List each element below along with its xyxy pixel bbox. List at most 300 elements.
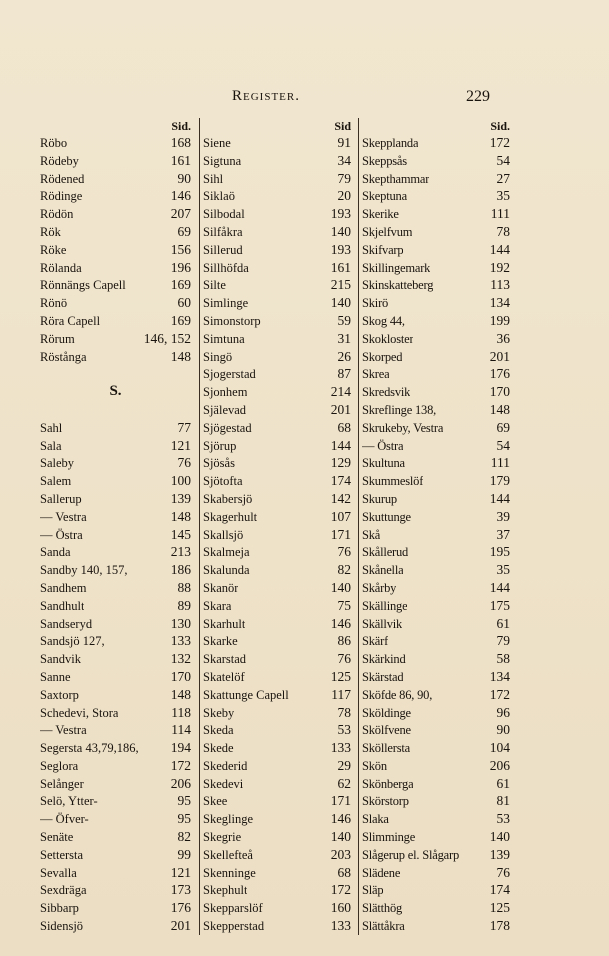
index-entry — [40, 205, 195, 223]
index-entry — [200, 383, 355, 401]
entry-name: Silfåkra — [203, 224, 243, 239]
entry-pages: 213 — [170, 544, 191, 560]
index-entry — [200, 543, 355, 561]
entry-pages: 140 — [330, 223, 351, 239]
entry-name: Simonstorp — [203, 313, 261, 328]
entry-name: Skabersjö — [203, 491, 253, 506]
entry-name: Selånger — [40, 776, 84, 791]
entry-name: — Vestra — [40, 509, 87, 524]
index-entry — [359, 508, 514, 526]
entry-name: Sjötofta — [203, 474, 243, 489]
entry-pages: 193 — [330, 241, 351, 257]
entry-name: Skalmeja — [203, 545, 250, 560]
entry-list — [200, 134, 355, 935]
entry-name: Sjonhem — [203, 385, 248, 400]
entry-name: Sandhult — [40, 598, 85, 613]
entry-pages: 27 — [496, 170, 510, 186]
entry-name: Saxtorp — [40, 687, 79, 702]
index-entry — [359, 881, 514, 899]
entry-name: — Vestra — [40, 723, 87, 738]
entry-list — [40, 134, 195, 935]
entry-name: Skifvarp — [362, 242, 404, 257]
index-entry — [359, 259, 514, 277]
entry-pages: 178 — [489, 918, 510, 934]
index-entry — [200, 508, 355, 526]
entry-pages: 146 — [330, 811, 351, 827]
entry-pages: 206 — [170, 775, 191, 791]
entry-pages: 35 — [496, 562, 510, 578]
entry-name: Rölanda — [40, 260, 82, 275]
page-number: 229 — [466, 88, 490, 105]
sid-header: Sid. — [490, 119, 510, 133]
entry-pages: 140 — [330, 579, 351, 595]
entry-name: Röbo — [40, 136, 68, 150]
index-entry — [359, 437, 514, 455]
entry-name: Skagerhult — [203, 509, 258, 524]
entry-name: Skå — [362, 527, 381, 542]
entry-name: Skepperstad — [203, 919, 265, 934]
entry-name: Skällinge — [362, 598, 408, 613]
index-column-2 — [199, 118, 355, 935]
entry-name: Skörstorp — [362, 794, 409, 809]
entry-pages: 111 — [490, 455, 510, 471]
index-entry — [200, 792, 355, 810]
entry-name: Settersta — [40, 847, 84, 862]
entry-pages: 62 — [337, 775, 351, 791]
index-entry — [40, 276, 195, 294]
entry-pages: 121 — [170, 864, 191, 880]
entry-pages: 76 — [496, 864, 510, 880]
entry-name: Skällvik — [362, 616, 403, 631]
entry-pages: 171 — [330, 526, 351, 542]
entry-pages: 60 — [177, 295, 191, 311]
index-entry — [359, 792, 514, 810]
index-entry — [200, 757, 355, 775]
entry-pages: 95 — [177, 793, 191, 809]
entry-pages: 121 — [170, 437, 191, 453]
index-entry — [359, 401, 514, 419]
entry-name: Rödened — [40, 171, 85, 186]
index-entry — [200, 401, 355, 419]
entry-name: Skarstad — [203, 652, 247, 667]
index-entry — [40, 686, 195, 704]
entry-pages: 54 — [496, 437, 510, 453]
entry-name: Sköllersta — [362, 741, 410, 756]
index-entry — [200, 917, 355, 935]
entry-name: Sibbarp — [40, 901, 79, 916]
entry-pages: 144 — [489, 579, 510, 595]
entry-pages: 139 — [489, 846, 510, 862]
index-entry — [359, 472, 514, 490]
index-entry — [359, 490, 514, 508]
entry-name: Slädene — [362, 865, 401, 880]
index-entry — [40, 187, 195, 205]
entry-name: Silbodal — [203, 207, 245, 222]
index-entry — [200, 187, 355, 205]
index-entry — [200, 330, 355, 348]
index-entry — [359, 276, 514, 294]
entry-name: Singö — [203, 349, 233, 364]
entry-name: Sandseryd — [40, 616, 93, 631]
entry-pages: 172 — [170, 757, 191, 773]
index-entry — [359, 365, 514, 383]
entry-pages: 76 — [337, 544, 351, 560]
entry-list — [359, 134, 514, 935]
index-entry — [200, 437, 355, 455]
entry-pages: 140 — [489, 829, 510, 845]
entry-name: Skärf — [362, 634, 389, 649]
entry-pages: 176 — [489, 366, 510, 382]
entry-pages: 174 — [330, 473, 351, 489]
entry-name: Sandhem — [40, 580, 87, 595]
entry-pages: 146 — [170, 188, 191, 204]
entry-pages: 90 — [177, 170, 191, 186]
index-entry — [200, 348, 355, 366]
sid-header: Sid. — [171, 119, 191, 133]
entry-pages: 214 — [330, 384, 351, 400]
index-entry — [359, 828, 514, 846]
index-entry — [359, 134, 514, 152]
entry-pages: 100 — [170, 473, 191, 489]
entry-name: Skeppsås — [362, 153, 407, 168]
entry-name: Skreflinge 138, — [362, 402, 437, 417]
entry-name: Skön — [362, 758, 387, 773]
entry-name: Sillerud — [203, 242, 243, 257]
entry-pages: 77 — [177, 419, 191, 435]
index-entry — [200, 170, 355, 188]
entry-pages: 186 — [170, 562, 191, 578]
entry-pages: 68 — [337, 864, 351, 880]
index-entry — [359, 312, 514, 330]
index-entry — [200, 454, 355, 472]
entry-name: Saleby — [40, 456, 75, 471]
entry-name: Skerike — [362, 207, 399, 222]
entry-pages: 176 — [170, 900, 191, 916]
entry-pages: 171 — [330, 793, 351, 809]
index-entry — [359, 846, 514, 864]
index-entry — [40, 437, 195, 455]
index-entry — [40, 757, 195, 775]
entry-name: Slätthög — [362, 901, 403, 916]
entry-name: Skee — [203, 794, 228, 809]
index-entry — [200, 615, 355, 633]
entry-pages: 107 — [330, 508, 351, 524]
index-entry — [200, 312, 355, 330]
entry-pages: 207 — [170, 206, 191, 222]
entry-name: Siklaö — [203, 189, 235, 204]
entry-name: Skönberga — [362, 776, 414, 791]
index-entry — [40, 152, 195, 170]
entry-pages: 129 — [330, 455, 351, 471]
entry-name: Slimminge — [362, 830, 416, 845]
entry-pages: 35 — [496, 188, 510, 204]
entry-name: Sandby 140, 157, — [40, 563, 128, 578]
index-entry — [40, 597, 195, 615]
index-entry — [40, 170, 195, 188]
index-entry — [359, 170, 514, 188]
entry-pages: 104 — [489, 740, 510, 756]
index-entry — [359, 348, 514, 366]
index-entry — [40, 579, 195, 597]
entry-pages: 39 — [496, 508, 510, 524]
index-entry — [40, 294, 195, 312]
entry-pages: 139 — [170, 490, 191, 506]
entry-pages: 201 — [170, 918, 191, 934]
index-entry — [200, 810, 355, 828]
entry-pages: 148 — [489, 401, 510, 417]
entry-name: Senäte — [40, 830, 74, 845]
entry-pages: 130 — [170, 615, 191, 631]
entry-pages: 90 — [496, 722, 510, 738]
entry-pages: 69 — [177, 223, 191, 239]
index-entry — [40, 650, 195, 668]
entry-pages: 125 — [489, 900, 510, 916]
entry-pages: 172 — [489, 135, 510, 150]
entry-name: Skillingemark — [362, 260, 431, 275]
section-letter — [40, 383, 195, 401]
entry-pages: 145 — [170, 526, 191, 542]
entry-pages: 140 — [330, 295, 351, 311]
index-entry — [359, 864, 514, 882]
entry-name: Sjogerstad — [203, 367, 256, 382]
index-entry — [200, 828, 355, 846]
index-entry — [359, 241, 514, 259]
entry-pages: 170 — [170, 668, 191, 684]
entry-name: Skenninge — [203, 865, 256, 880]
entry-name: — Östra — [362, 438, 404, 453]
entry-pages: 133 — [330, 918, 351, 934]
index-entry — [359, 704, 514, 722]
index-entry — [359, 650, 514, 668]
index-entry — [40, 365, 195, 383]
entry-pages: 206 — [489, 757, 510, 773]
entry-name: Simlinge — [203, 296, 249, 311]
index-entry — [359, 632, 514, 650]
entry-pages: 160 — [330, 900, 351, 916]
entry-name: Skallsjö — [203, 527, 244, 542]
entry-name: Skorped — [362, 349, 403, 364]
entry-name: Skrea — [362, 367, 390, 382]
entry-pages: 78 — [337, 704, 351, 720]
entry-pages: 26 — [337, 348, 351, 364]
entry-name: Skinskatteberg — [362, 278, 434, 293]
index-entry — [40, 330, 195, 348]
index-entry — [200, 152, 355, 170]
index-entry — [200, 419, 355, 437]
index-entry — [359, 597, 514, 615]
entry-pages: 132 — [170, 651, 191, 667]
entry-pages: 89 — [177, 597, 191, 613]
index-entry — [359, 668, 514, 686]
entry-name: Sköldinge — [362, 705, 411, 720]
entry-pages: 86 — [337, 633, 351, 649]
entry-name: Sallerup — [40, 491, 82, 506]
index-entry — [359, 294, 514, 312]
entry-pages: 148 — [170, 508, 191, 524]
entry-pages: 79 — [337, 170, 351, 186]
entry-pages: 78 — [496, 223, 510, 239]
index-entry — [200, 881, 355, 899]
entry-name: Skepthammar — [362, 171, 430, 186]
entry-name: Rönnängs Capell — [40, 278, 126, 293]
entry-pages: 133 — [170, 633, 191, 649]
entry-name: Rödön — [40, 207, 74, 222]
entry-name: Skrukeby, Vestra — [362, 420, 444, 435]
entry-pages: 53 — [337, 722, 351, 738]
entry-pages: 68 — [337, 419, 351, 435]
entry-pages: 76 — [177, 455, 191, 471]
index-entry — [359, 579, 514, 597]
entry-pages: 88 — [177, 579, 191, 595]
index-entry — [200, 846, 355, 864]
entry-name: Själevad — [203, 402, 247, 417]
entry-name: Sevalla — [40, 865, 77, 880]
entry-pages: 148 — [170, 686, 191, 702]
entry-pages: 95 — [177, 811, 191, 827]
index-entry — [359, 187, 514, 205]
index-entry — [40, 917, 195, 935]
entry-pages: 215 — [330, 277, 351, 293]
entry-name: Sanne — [40, 669, 71, 684]
index-entry — [359, 899, 514, 917]
entry-pages: 91 — [337, 135, 351, 150]
index-entry — [200, 686, 355, 704]
entry-name: Skokloster — [362, 331, 414, 346]
index-entry — [359, 686, 514, 704]
entry-name: Slättåkra — [362, 919, 405, 934]
index-entry — [359, 739, 514, 757]
entry-name: Skara — [203, 598, 232, 613]
entry-pages: 199 — [489, 312, 510, 328]
entry-pages: 117 — [331, 686, 351, 702]
index-entry — [40, 864, 195, 882]
entry-name: Skepplanda — [362, 136, 419, 150]
entry-name: Skog 44, — [362, 313, 405, 328]
index-entry — [200, 276, 355, 294]
entry-name: Sandsjö 127, — [40, 634, 105, 649]
index-entry — [200, 561, 355, 579]
index-entry — [200, 490, 355, 508]
index-entry — [40, 846, 195, 864]
entry-name: S. — [109, 383, 122, 400]
index-entry — [40, 615, 195, 633]
index-entry — [359, 757, 514, 775]
index-entry — [200, 579, 355, 597]
entry-pages: 37 — [496, 526, 510, 542]
entry-name: Skredsvik — [362, 385, 411, 400]
entry-name: Skärstad — [362, 669, 404, 684]
entry-name: Rök — [40, 224, 61, 239]
entry-name: Sigtuna — [203, 153, 242, 168]
index-entry — [40, 721, 195, 739]
entry-pages: 134 — [489, 668, 510, 684]
entry-pages: 61 — [496, 615, 510, 631]
entry-pages: 99 — [177, 846, 191, 862]
entry-name: Skållerud — [362, 545, 409, 560]
index-entry — [200, 668, 355, 686]
index-entry — [40, 899, 195, 917]
entry-pages: 69 — [496, 419, 510, 435]
entry-name: Skeby — [203, 705, 235, 720]
entry-pages: 194 — [170, 740, 191, 756]
index-entry — [200, 205, 355, 223]
entry-pages: 134 — [489, 295, 510, 311]
index-entry — [200, 721, 355, 739]
entry-name: Skärkind — [362, 652, 406, 667]
entry-name: Sillhöfda — [203, 260, 249, 275]
entry-name: Segersta 43,79,186, — [40, 741, 139, 756]
index-entry — [40, 401, 195, 419]
entry-name: — Östra — [40, 527, 83, 542]
entry-pages: 87 — [337, 366, 351, 382]
entry-pages: 146, 152 — [143, 330, 191, 346]
entry-name: Sjögestad — [203, 420, 252, 435]
entry-name: Skånella — [362, 563, 404, 578]
entry-pages: 179 — [489, 473, 510, 489]
entry-name: Schedevi, Stora — [40, 705, 119, 720]
entry-pages: 34 — [337, 152, 351, 168]
entry-name: Sköfde 86, 90, — [362, 687, 433, 702]
entry-pages: 79 — [496, 633, 510, 649]
entry-pages: 82 — [177, 829, 191, 845]
entry-pages: 196 — [170, 259, 191, 275]
entry-name: Sidensjö — [40, 919, 84, 934]
index-entry — [40, 543, 195, 561]
entry-pages: 144 — [489, 241, 510, 257]
index-entry — [200, 650, 355, 668]
index-entry — [40, 419, 195, 437]
entry-pages: 172 — [489, 686, 510, 702]
entry-pages: 203 — [330, 846, 351, 862]
entry-pages: 113 — [490, 277, 510, 293]
entry-name: Sanda — [40, 545, 71, 560]
index-entry — [200, 704, 355, 722]
index-entry — [359, 721, 514, 739]
entry-pages: 125 — [330, 668, 351, 684]
entry-pages: 168 — [170, 135, 191, 150]
entry-pages: 201 — [330, 401, 351, 417]
index-entry — [200, 864, 355, 882]
entry-pages: 175 — [489, 597, 510, 613]
index-column-1 — [40, 118, 195, 935]
entry-name: Skephult — [203, 883, 248, 898]
entry-name: Släp — [362, 883, 384, 898]
entry-pages: 76 — [337, 651, 351, 667]
entry-pages: 31 — [337, 330, 351, 346]
entry-name: Röra Capell — [40, 313, 101, 328]
entry-pages: 161 — [170, 152, 191, 168]
entry-pages: 144 — [489, 490, 510, 506]
index-entry — [40, 668, 195, 686]
entry-pages: 146 — [330, 615, 351, 631]
entry-pages: 81 — [496, 793, 510, 809]
index-entry — [40, 312, 195, 330]
index-entry — [359, 561, 514, 579]
entry-pages: 142 — [330, 490, 351, 506]
entry-name: Skummeslöf — [362, 474, 424, 489]
index-entry — [359, 615, 514, 633]
index-entry — [40, 472, 195, 490]
entry-pages: 82 — [337, 562, 351, 578]
index-entry — [200, 294, 355, 312]
entry-pages: 195 — [489, 544, 510, 560]
entry-name: Sjörup — [203, 438, 237, 453]
entry-name: Sahl — [40, 420, 63, 435]
entry-name: Sexdräga — [40, 883, 87, 898]
entry-name: Simtuna — [203, 331, 245, 346]
index-entry — [359, 223, 514, 241]
entry-pages: 156 — [170, 241, 191, 257]
